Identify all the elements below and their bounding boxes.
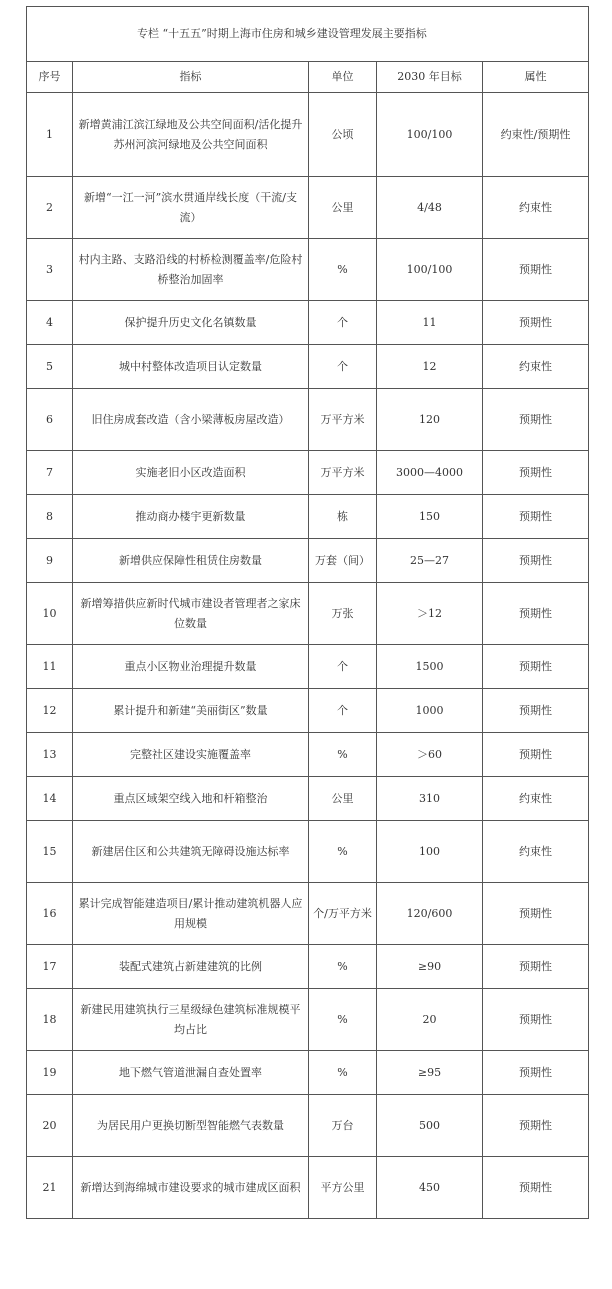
row-unit: 公顷: [309, 93, 377, 177]
row-number: 5: [27, 345, 73, 389]
row-number: 20: [27, 1095, 73, 1157]
header-unit: 单位: [309, 62, 377, 93]
row-indicator: 完整社区建设实施覆盖率: [73, 733, 309, 777]
row-target: 500: [377, 1095, 483, 1157]
row-attribute: 预期性: [483, 1157, 589, 1219]
row-indicator: 地下燃气管道泄漏自查处置率: [73, 1051, 309, 1095]
table-row: [27, 301, 589, 345]
row-attribute: 预期性: [483, 945, 589, 989]
table-row: [27, 539, 589, 583]
row-unit: %: [309, 1051, 377, 1095]
row-indicator: 累计提升和新建“美丽街区”数量: [73, 689, 309, 733]
row-number: 15: [27, 821, 73, 883]
table-row: [27, 883, 589, 945]
row-indicator: 装配式建筑占新建建筑的比例: [73, 945, 309, 989]
row-attribute: 预期性: [483, 689, 589, 733]
row-number: 17: [27, 945, 73, 989]
header-row: [27, 62, 589, 93]
row-indicator: 新增“一江一河”滨水贯通岸线长度（干流/支流）: [73, 177, 309, 239]
table-row: [27, 389, 589, 451]
row-target: 310: [377, 777, 483, 821]
row-indicator: 新建民用建筑执行三星级绿色建筑标准规模平均占比: [73, 989, 309, 1051]
table-row: [27, 1095, 589, 1157]
row-indicator: 累计完成智能建造项目/累计推动建筑机器人应用规模: [73, 883, 309, 945]
row-number: 11: [27, 645, 73, 689]
row-target: ＞12: [377, 583, 483, 645]
row-target: 120: [377, 389, 483, 451]
table-title: 专栏 “十五五”时期上海市住房和城乡建设管理发展主要指标: [27, 7, 589, 62]
row-target: ≥95: [377, 1051, 483, 1095]
row-attribute: 预期性: [483, 389, 589, 451]
table-row: [27, 777, 589, 821]
row-number: 12: [27, 689, 73, 733]
row-unit: 万张: [309, 583, 377, 645]
row-number: 21: [27, 1157, 73, 1219]
table-row: [27, 645, 589, 689]
indicator-table: [26, 6, 589, 1219]
row-target: ≥90: [377, 945, 483, 989]
row-number: 9: [27, 539, 73, 583]
row-number: 14: [27, 777, 73, 821]
row-attribute: 预期性: [483, 1095, 589, 1157]
row-indicator: 推动商办楼宇更新数量: [73, 495, 309, 539]
row-target: 100/100: [377, 93, 483, 177]
table-row: [27, 583, 589, 645]
row-indicator: 实施老旧小区改造面积: [73, 451, 309, 495]
table-row: [27, 1051, 589, 1095]
row-target: ＞60: [377, 733, 483, 777]
row-unit: 公里: [309, 177, 377, 239]
row-unit: %: [309, 989, 377, 1051]
row-number: 2: [27, 177, 73, 239]
row-target: 100/100: [377, 239, 483, 301]
header-attribute: 属性: [483, 62, 589, 93]
row-attribute: 预期性: [483, 495, 589, 539]
row-attribute: 预期性: [483, 883, 589, 945]
table-row: [27, 733, 589, 777]
row-indicator: 城中村整体改造项目认定数量: [73, 345, 309, 389]
table-row: [27, 93, 589, 177]
row-indicator: 保护提升历史文化名镇数量: [73, 301, 309, 345]
row-unit: %: [309, 945, 377, 989]
row-target: 11: [377, 301, 483, 345]
row-number: 3: [27, 239, 73, 301]
row-indicator: 村内主路、支路沿线的村桥检测覆盖率/危险村桥整治加固率: [73, 239, 309, 301]
row-unit: 万台: [309, 1095, 377, 1157]
row-attribute: 预期性: [483, 733, 589, 777]
row-unit: 万平方米: [309, 451, 377, 495]
row-unit: %: [309, 821, 377, 883]
row-number: 10: [27, 583, 73, 645]
table-row: [27, 495, 589, 539]
row-target: 120/600: [377, 883, 483, 945]
row-indicator: 新增黄浦江滨江绿地及公共空间面积/活化提升苏州河滨河绿地及公共空间面积: [73, 93, 309, 177]
row-attribute: 约束性: [483, 821, 589, 883]
row-attribute: 约束性: [483, 777, 589, 821]
header-target: 2030 年目标: [377, 62, 483, 93]
row-number: 19: [27, 1051, 73, 1095]
row-indicator: 新增供应保障性租赁住房数量: [73, 539, 309, 583]
table-row: [27, 345, 589, 389]
table-row: [27, 689, 589, 733]
row-target: 4/48: [377, 177, 483, 239]
row-number: 13: [27, 733, 73, 777]
row-attribute: 预期性: [483, 539, 589, 583]
row-attribute: 预期性: [483, 239, 589, 301]
row-indicator: 旧住房成套改造（含小梁薄板房屋改造）: [73, 389, 309, 451]
row-number: 8: [27, 495, 73, 539]
row-attribute: 预期性: [483, 1051, 589, 1095]
row-unit: %: [309, 239, 377, 301]
row-target: 150: [377, 495, 483, 539]
row-target: 20: [377, 989, 483, 1051]
row-attribute: 约束性: [483, 177, 589, 239]
title-row: [27, 7, 589, 62]
table-row: [27, 821, 589, 883]
header-indicator: 指标: [73, 62, 309, 93]
row-unit: 栋: [309, 495, 377, 539]
row-target: 100: [377, 821, 483, 883]
table-row: [27, 239, 589, 301]
row-attribute: 约束性/预期性: [483, 93, 589, 177]
row-unit: 个/万平方米: [309, 883, 377, 945]
row-unit: 个: [309, 301, 377, 345]
row-indicator: 新增筹措供应新时代城市建设者管理者之家床位数量: [73, 583, 309, 645]
row-attribute: 预期性: [483, 451, 589, 495]
row-attribute: 预期性: [483, 645, 589, 689]
row-attribute: 预期性: [483, 989, 589, 1051]
row-number: 18: [27, 989, 73, 1051]
row-number: 16: [27, 883, 73, 945]
row-unit: 平方公里: [309, 1157, 377, 1219]
row-target: 25—27: [377, 539, 483, 583]
row-target: 3000—4000: [377, 451, 483, 495]
row-number: 6: [27, 389, 73, 451]
table-row: [27, 989, 589, 1051]
row-target: 1000: [377, 689, 483, 733]
row-attribute: 预期性: [483, 301, 589, 345]
header-no: 序号: [27, 62, 73, 93]
row-target: 1500: [377, 645, 483, 689]
row-unit: 万平方米: [309, 389, 377, 451]
row-unit: %: [309, 733, 377, 777]
row-number: 1: [27, 93, 73, 177]
table-row: [27, 177, 589, 239]
row-indicator: 重点区域架空线入地和杆箱整治: [73, 777, 309, 821]
table-row: [27, 451, 589, 495]
row-number: 7: [27, 451, 73, 495]
row-unit: 万套（间）: [309, 539, 377, 583]
row-unit: 个: [309, 689, 377, 733]
row-unit: 公里: [309, 777, 377, 821]
row-unit: 个: [309, 645, 377, 689]
row-unit: 个: [309, 345, 377, 389]
row-target: 450: [377, 1157, 483, 1219]
table-row: [27, 945, 589, 989]
row-number: 4: [27, 301, 73, 345]
row-target: 12: [377, 345, 483, 389]
row-attribute: 约束性: [483, 345, 589, 389]
row-indicator: 新建居住区和公共建筑无障碍设施达标率: [73, 821, 309, 883]
row-indicator: 重点小区物业治理提升数量: [73, 645, 309, 689]
row-indicator: 新增达到海绵城市建设要求的城市建成区面积: [73, 1157, 309, 1219]
table-row: [27, 1157, 589, 1219]
row-attribute: 预期性: [483, 583, 589, 645]
row-indicator: 为居民用户更换切断型智能燃气表数量: [73, 1095, 309, 1157]
